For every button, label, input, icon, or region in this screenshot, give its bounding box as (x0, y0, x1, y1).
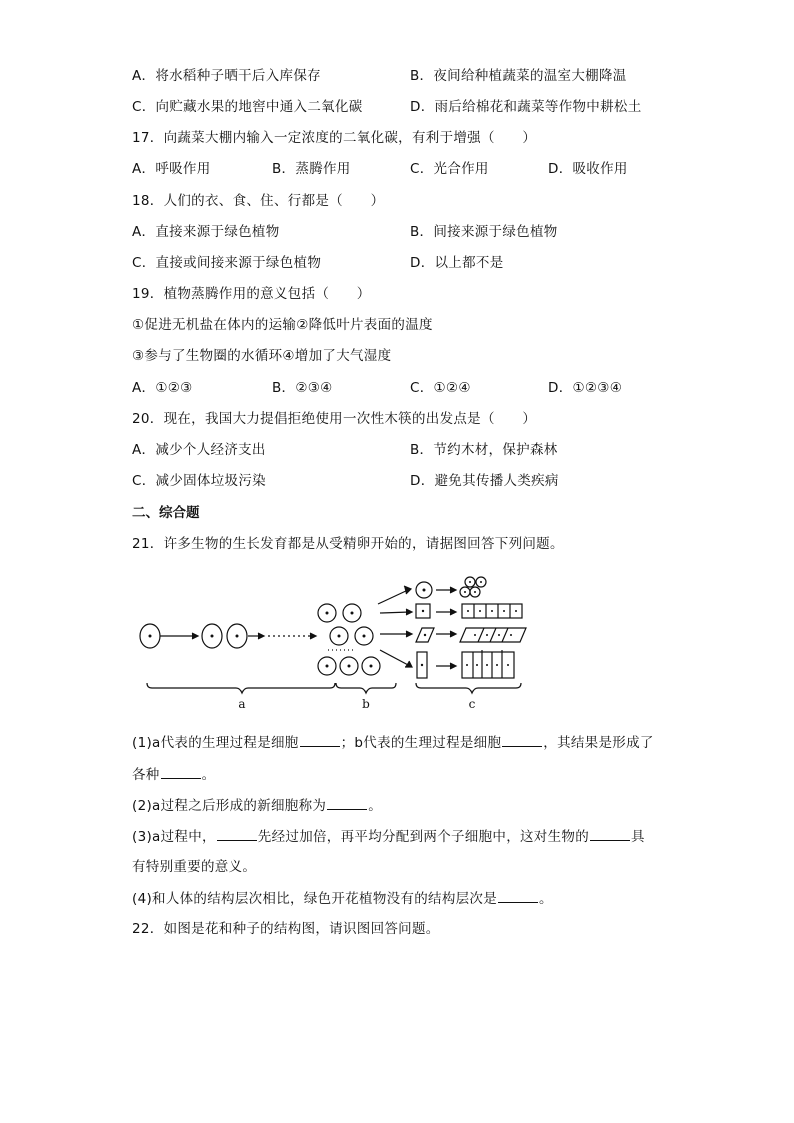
q21-sub2: (2)a过程之后形成的新细胞称为 。 (132, 795, 382, 816)
q18-option-a: A．直接来源于绿色植物 (132, 224, 280, 240)
answer-blank[interactable] (498, 888, 538, 903)
q20-option-b: B．节约木材，保护森林 (410, 442, 558, 458)
q18-stem: 18．人们的衣、食、住、行都是（ ） (132, 193, 385, 209)
q16-option-d: D．雨后给棉花和蔬菜等作物中耕松土 (410, 99, 642, 115)
q17-stem: 17．向蔬菜大棚内输入一定浓度的二氧化碳，有利于增强（ ） (132, 130, 537, 146)
brace-b (336, 683, 396, 693)
q18-option-c: C．直接或间接来源于绿色植物 (132, 255, 322, 271)
q17-option-b: B．蒸腾作用 (272, 161, 351, 177)
q17-option-c: C．光合作用 (410, 161, 489, 177)
brace-c (416, 683, 521, 693)
q16-option-b: B．夜间给种植蔬菜的温室大棚降温 (410, 68, 627, 84)
q21-sub1-line2: 各种 。 (132, 764, 215, 785)
q21-sub3-line2: 有特别重要的意义。 (132, 859, 257, 875)
answer-blank[interactable] (590, 826, 630, 841)
q19-option-a: A．①②③ (132, 380, 193, 396)
brace-a (147, 683, 335, 693)
q19-statement-2: ③参与了生物圈的水循环④增加了大气湿度 (132, 348, 392, 364)
cell-division-figure (130, 570, 530, 715)
label-b: b (362, 697, 370, 711)
q21-sub1-line1: (1)a代表的生理过程是细胞 ；b代表的生理过程是细胞 ，其结果是形成了 (132, 732, 654, 753)
answer-blank[interactable] (300, 732, 340, 747)
q16-option-a: A．将水稻种子晒干后入库保存 (132, 68, 321, 84)
q22-stem: 22．如图是花和种子的结构图，请识图回答问题。 (132, 921, 440, 937)
q16-option-c: C．向贮藏水果的地窖中通入二氧化碳 (132, 99, 363, 115)
q20-option-a: A．减少个人经济支出 (132, 442, 266, 458)
q18-option-b: B．间接来源于绿色植物 (410, 224, 558, 240)
q21-stem: 21．许多生物的生长发育都是从受精卵开始的，请据图回答下列问题。 (132, 536, 564, 552)
answer-blank[interactable] (327, 795, 367, 810)
q19-option-c: C．①②④ (410, 380, 471, 396)
q18-option-d: D．以上都不是 (410, 255, 504, 271)
q21-sub3-line1: (3)a过程中， 先经过加倍，再平均分配到两个子细胞中，这对生物的 具 (132, 826, 645, 847)
q17-option-d: D．吸收作用 (548, 161, 628, 177)
answer-blank[interactable] (161, 764, 201, 779)
label-a: a (238, 697, 246, 711)
answer-blank[interactable] (502, 732, 542, 747)
q20-option-c: C．减少固体垃圾污染 (132, 473, 266, 489)
q19-option-d: D．①②③④ (548, 380, 623, 396)
q19-option-b: B．②③④ (272, 380, 333, 396)
section-heading: 二、综合题 (132, 505, 200, 521)
q19-statement-1: ①促进无机盐在体内的运输②降低叶片表面的温度 (132, 317, 433, 333)
answer-blank[interactable] (217, 826, 257, 841)
label-c: c (468, 697, 476, 711)
q20-option-d: D．避免其传播人类疾病 (410, 473, 559, 489)
q19-stem: 19．植物蒸腾作用的意义包括（ ） (132, 286, 371, 302)
q17-option-a: A．呼吸作用 (132, 161, 211, 177)
q20-stem: 20．现在，我国大力提倡拒绝使用一次性木筷的出发点是（ ） (132, 411, 537, 427)
q21-sub4: (4)和人体的结构层次相比，绿色开花植物没有的结构层次是 。 (132, 888, 553, 909)
